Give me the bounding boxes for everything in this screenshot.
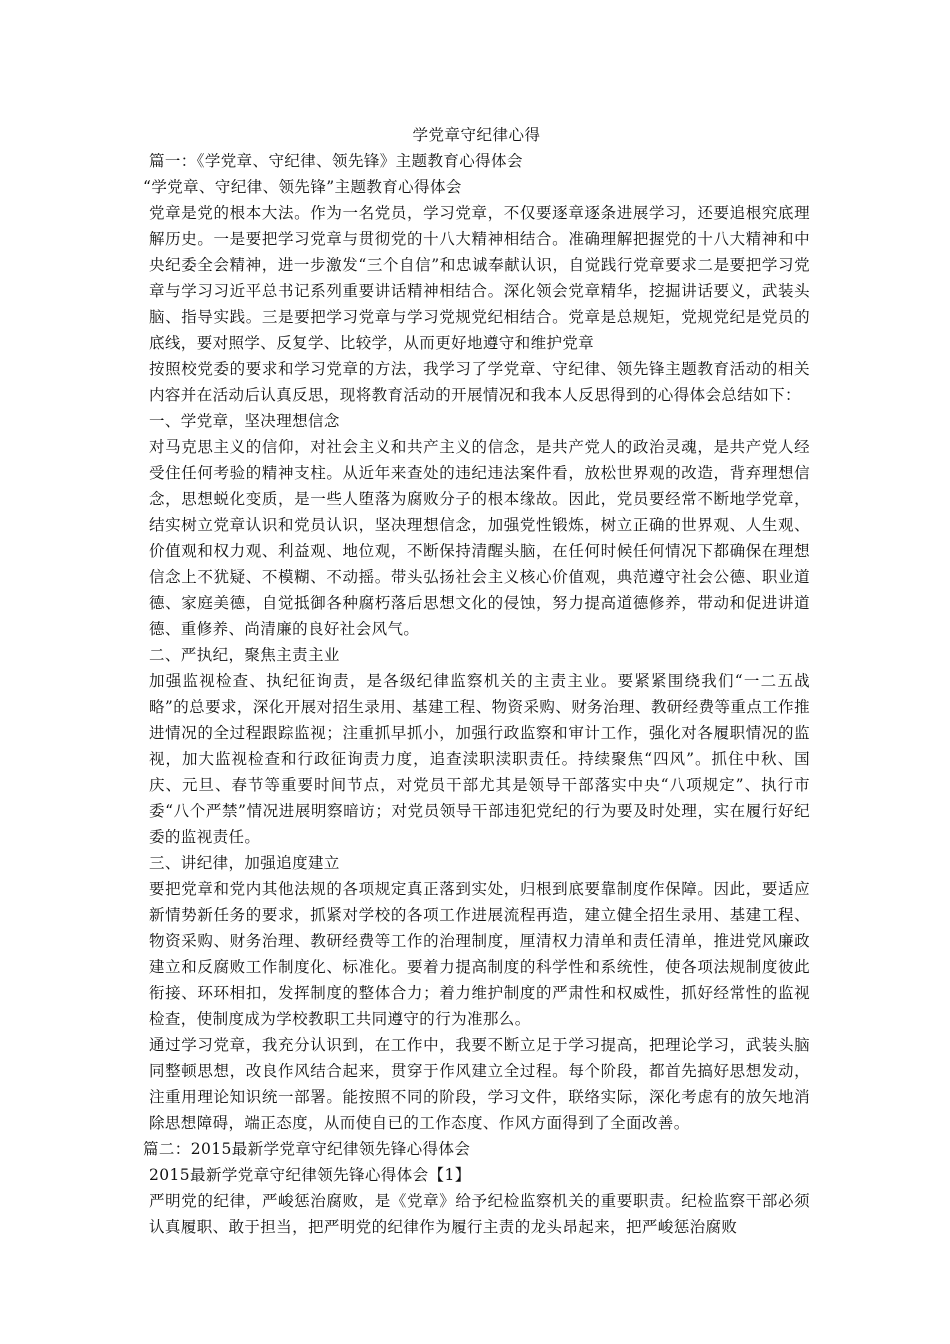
paragraph-1: 党章是党的根本大法。作为一名党员，学习党章，不仅要逐章逐条进展学习，还要追根究底理解历史。一是要把学习党章与贯彻党的十八大精神相结合。准确理解把握党的十八大精神和中央纪委全会精神，进一步激发“三个自信”和忠诚奉献认识，自觉践行党章要求二是要把学习党章与学习习近平总书记系列重要讲话精神相结合。深化领会党章精华，挖掘讲话要义，武装头脑、指导实践。三是要把学习党章与学习党规党纪相结合。党章是总规矩，党规党纪是党员的底线，要对照学、反复学、比较学，从而更好地遵守和维护党章 [149,204,810,352]
part2-subheading: 2015最新学党章守纪律领先锋心得体会【1】 [149,1166,471,1184]
paragraph-2: 按照校党委的要求和学习党章的方法，我学习了学党章、守纪律、领先锋主题教育活动的相关内容并在活动后认真反思，现将教育活动的开展情况和我本人反思得到的心得体会总结如下： [149,360,810,404]
section-3-heading: 三、讲纪律，加强追度建立 [149,854,340,872]
part1-heading: 篇一：《学党章、守纪律、领先锋》主题教育心得体会 [149,152,523,170]
document-title: 学党章守纪律心得 [412,126,541,144]
paragraph-4: 严明党的纪律，严峻惩治腐败，是《党章》给予纪检监察机关的重要职责。纪检监察干部必须认真履职、敢于担当，把严明党的纪律作为履行主责的龙头昂起来，把严峻惩治腐败 [149,1192,810,1236]
document-page [143,122,810,1240]
section-3-paragraph: 要把党章和党内其他法规的各项规定真正落到实处，归根到底要靠制度作保障。因此，要适应新情势新任务的要求，抓紧对学校的各项工作进展流程再造，建立健全招生录用、基建工程、物资采购、财务治理、教研经费等工作的治理制度，厘清权力清单和责任清单，推进党风廉政建立和反腐败工作制度化、标准化。要着力提高制度的科学性和系统性，使各项法规制度彼此衔接、环环相扣，发挥制度的整体合力；着力维护制度的严肃性和权威性，抓好经常性的监视检查，使制度成为学校教职工共同遵守的行为准那么。 [149,880,810,1028]
section-2-paragraph: 加强监视检查、执纪征询责，是各级纪律监察机关的主责主业。要紧紧围绕我们“一二五战略”的总要求，深化开展对招生录用、基建工程、物资采购、财务治理、教研经费等重点工作推进情况的全过程跟踪监视；注重抓早抓小，加强行政监察和审计工作，强化对各履职情况的监视，加大监视检查和行政征询责力度，追查渎职渎职责任。持续聚焦“四风”。抓住中秋、国庆、元旦、春节等重要时间节点，对党员干部尤其是领导干部落实中央“八项规定”、执行市委“八个严禁”情况进展明察暗访；对党员领导干部违犯党纪的行为要及时处理，实在履行好纪委的监视责任。 [149,672,810,846]
part1-subheading: “学党章、守纪律、领先锋”主题教育心得体会 [143,178,462,196]
paragraph-3: 通过学习党章，我充分认识到，在工作中，我要不断立足于学习提高，把理论学习，武装头脑同整顿思想，改良作风结合起来，贯穿于作风建立全过程。每个阶段，都首先搞好思想发动，注重用理论知识统一部署。能按照不同的阶段，学习文件，联络实际，深化考虑有的放矢地消除思想障碍，端正态度，从而使自已的工作态度、作风方面得到了全面改善。 [149,1036,810,1132]
section-1-heading: 一、学党章，坚决理想信念 [149,412,340,430]
section-1-paragraph: 对马克思主义的信仰，对社会主义和共产主义的信念，是共产党人的政治灵魂，是共产党人经受住任何考验的精神支柱。从近年来查处的违纪违法案件看，放松世界观的改造，背弃理想信念，思想蜕化变质，是一些人堕落为腐败分子的根本缘故。因此，党员要经常不断地学党章，结实树立党章认识和党员认识，坚决理想信念，加强党性锻炼，树立正确的世界观、人生观、价值观和权力观、利益观、地位观，不断保持清醒头脑，在任何时候任何情况下都确保在理想信念上不犹疑、不模糊、不动摇。带头弘扬社会主义核心价值观，典范遵守社会公德、职业道德、家庭美德，自觉抵御各种腐朽落后思想文化的侵蚀，努力提高道德修养，带动和促进讲道德、重修养、尚清廉的良好社会风气。 [149,438,810,638]
part2-heading: 篇二：2015最新学党章守纪律领先锋心得体会 [143,1140,471,1158]
section-2-heading: 二、严执纪，聚焦主责主业 [149,646,340,664]
